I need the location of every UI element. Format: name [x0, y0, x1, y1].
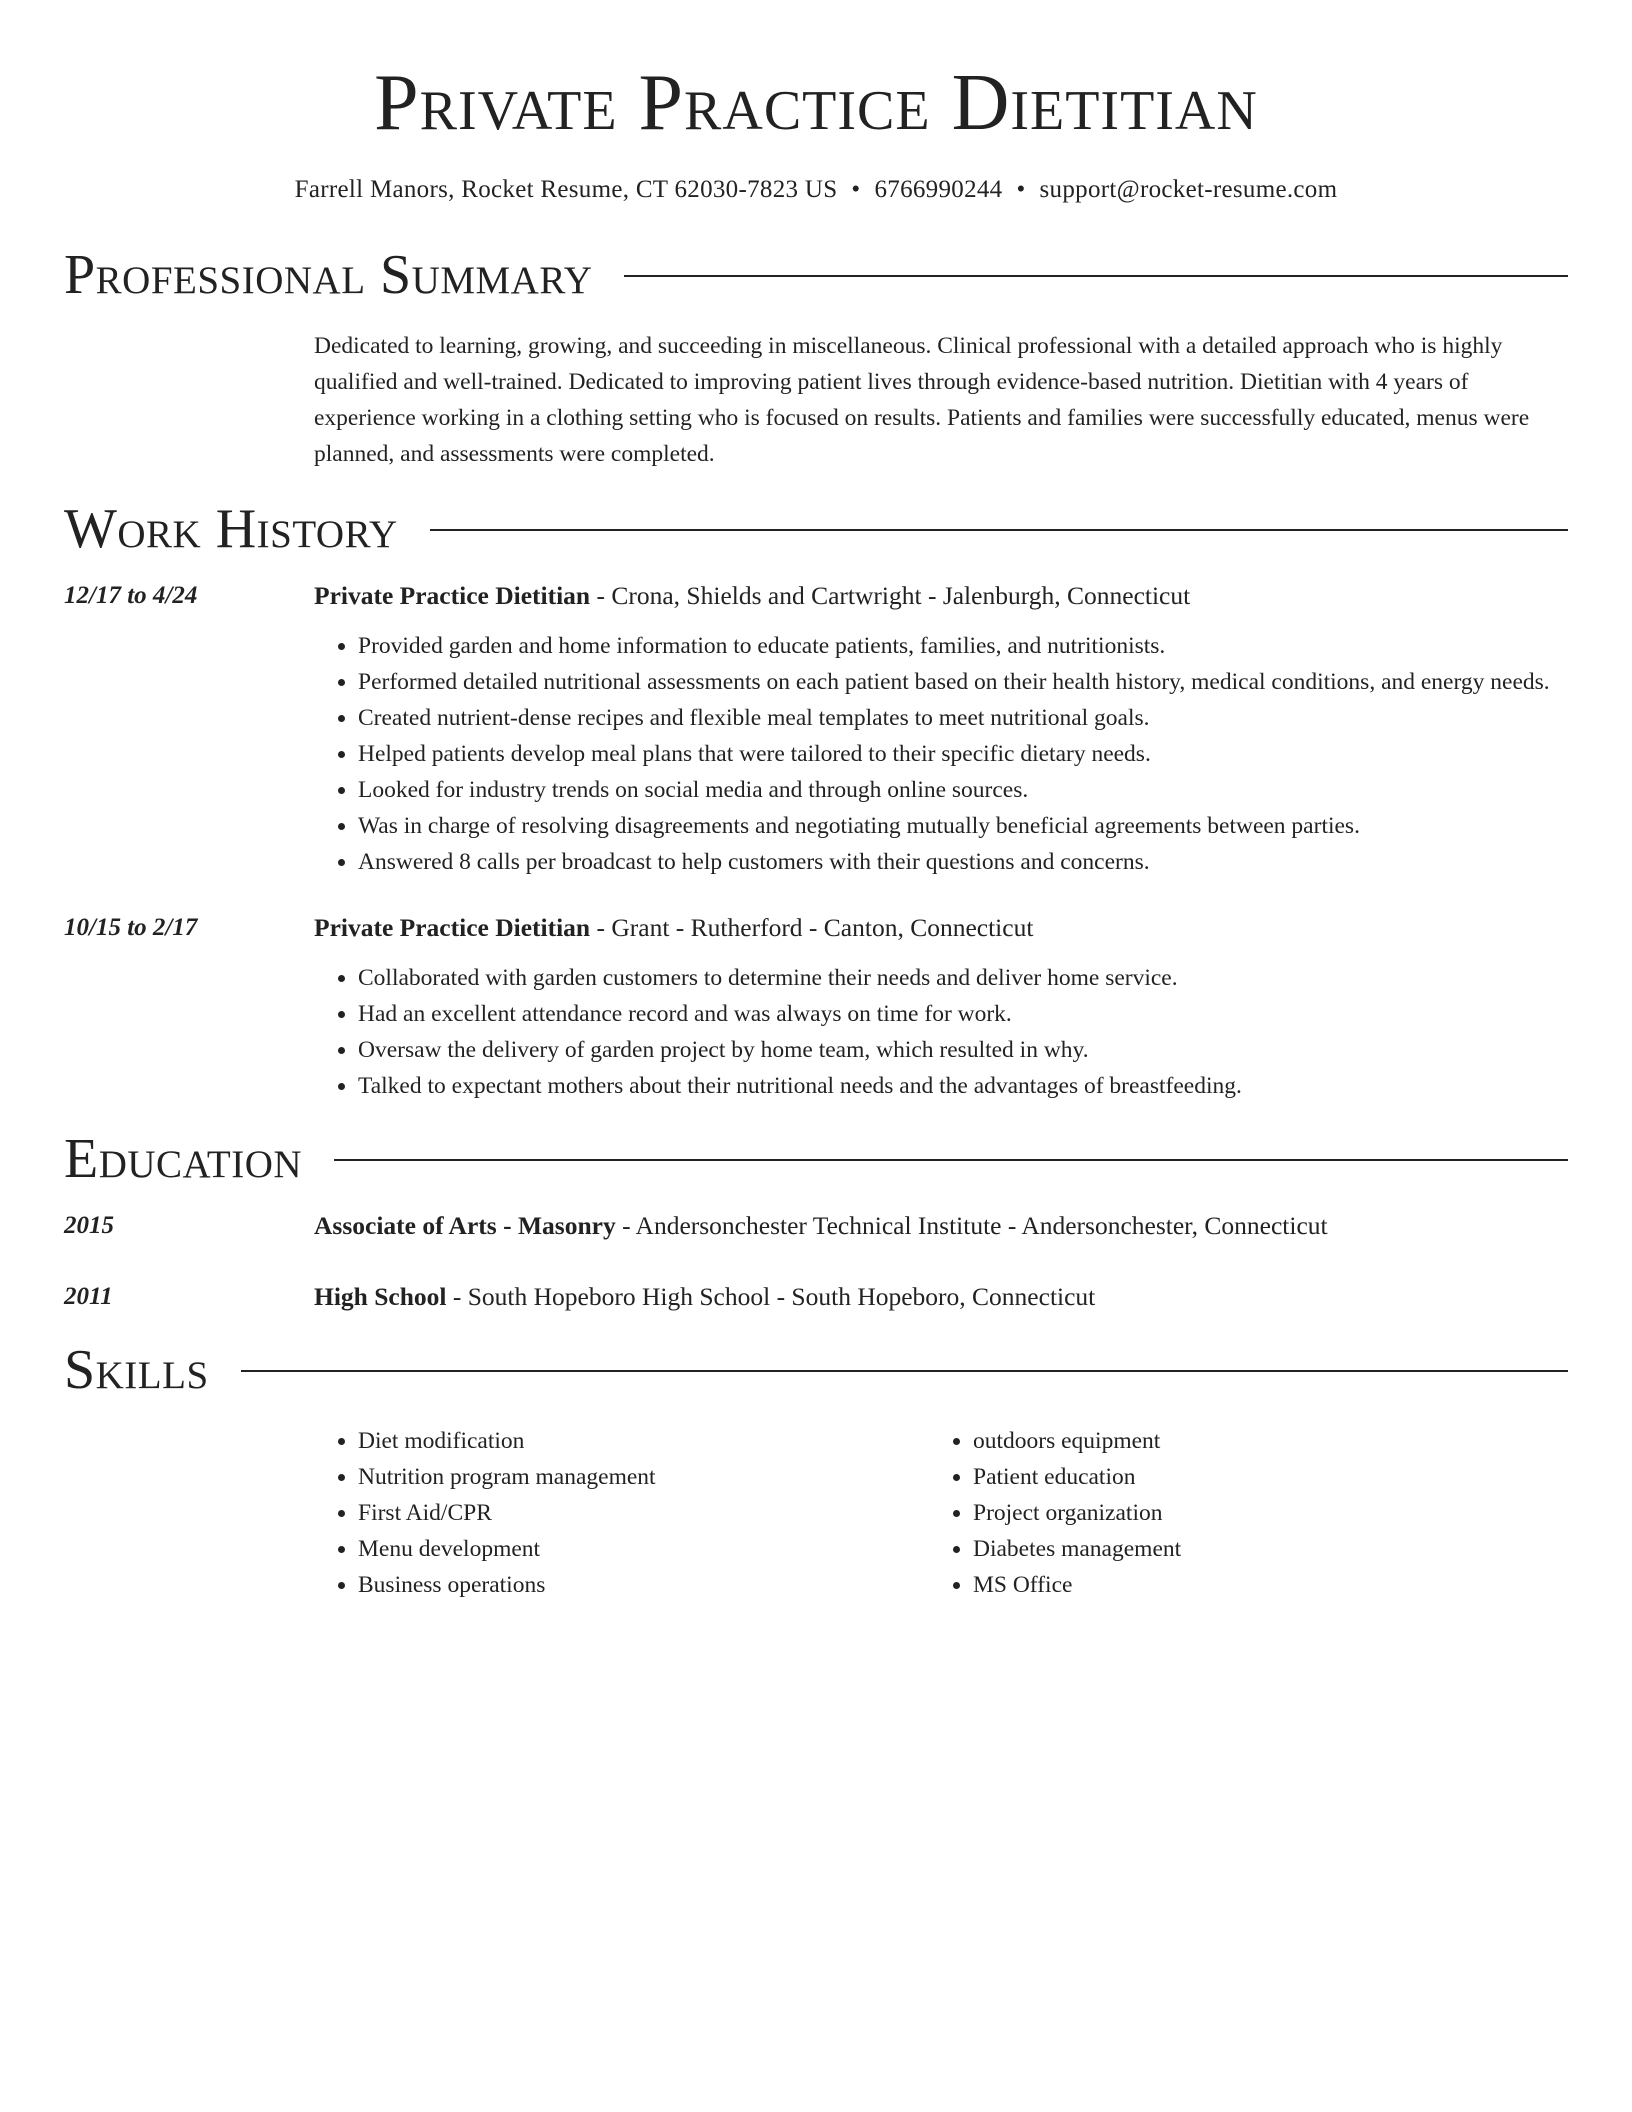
summary-text: Dedicated to learning, growing, and succeeding in miscellaneous. Clinical professional with a detailed approach who is highly qualified and well-trained. Dedicated to improving patient lives through evidence-based nutrition. Dietitian with 4 years of experience working in a clothing setting who is focused on results. Patients and families were successfully educated, menus were planned, and assessments were completed. — [314, 333, 1530, 467]
job-employer: - Crona, Shields and Cartwright - Jalenburgh, Connecticut — [590, 581, 1191, 610]
job-entry — [64, 578, 1568, 880]
job-body — [314, 910, 1568, 1104]
education-body — [314, 1279, 1568, 1315]
contact-separator: • — [851, 176, 861, 203]
job-title: Private Practice Dietitian — [314, 913, 591, 942]
section-divider — [334, 1159, 1568, 1161]
job-bullet: • Had an excellent attendance record and was always on time for work. — [358, 996, 1568, 1032]
education-entry — [64, 1208, 1568, 1244]
contact-email: support@rocket-resume.com — [1039, 176, 1338, 203]
resume-header — [64, 0, 1568, 206]
job-bullet: • Talked to expectant mothers about their nutritional needs and the advantages of breastfeeding. — [358, 1068, 1568, 1104]
section-title: Education — [64, 1128, 303, 1190]
job-bullet: • Was in charge of resolving disagreements and negotiating mutually beneficial agreements between parties. — [358, 808, 1568, 844]
job-body — [314, 578, 1568, 880]
education-line — [314, 1279, 1568, 1315]
job-entry — [64, 910, 1568, 1104]
job-bullet: • Looked for industry trends on social media and through online sources. — [358, 772, 1568, 808]
section-divider — [624, 275, 1568, 277]
skills-columns — [314, 1423, 1568, 1603]
skill-item: • First Aid/CPR — [358, 1495, 929, 1531]
skills-section-heading — [64, 1335, 1568, 1405]
job-bullet: • Provided garden and home information to educate patients, families, and nutritionists. — [358, 628, 1568, 664]
skills-list-right — [929, 1423, 1544, 1603]
section-title: Skills — [64, 1339, 209, 1401]
contact-separator: • — [1016, 176, 1026, 203]
resume-name: Private Practice Dietitian — [374, 59, 1258, 147]
job-bullet: • Helped patients develop meal plans that were tailored to their specific dietary needs. — [358, 736, 1568, 772]
section-title: Professional Summary — [64, 244, 593, 306]
skill-item: • Business operations — [358, 1567, 929, 1603]
education-entry — [64, 1279, 1568, 1315]
education-year: 2015 — [64, 1212, 114, 1239]
section-divider — [241, 1370, 1568, 1372]
job-bullet: • Answered 8 calls per broadcast to help customers with their questions and concerns. — [358, 844, 1568, 880]
job-title-line — [314, 578, 1568, 614]
skill-item: • outdoors equipment — [973, 1423, 1544, 1459]
contact-phone: 6766990244 — [874, 176, 1003, 203]
education-school: - South Hopeboro High School - South Hopeboro, Connecticut — [446, 1282, 1096, 1311]
summary-section-heading — [64, 240, 1568, 310]
education-school: - Andersonchester Technical Institute - Andersonchester, Connecticut — [615, 1211, 1328, 1240]
job-bullets — [314, 960, 1568, 1104]
skill-item: • Nutrition program management — [358, 1459, 929, 1495]
job-bullet: • Created nutrient-dense recipes and flexible meal templates to meet nutritional goals. — [358, 700, 1568, 736]
contact-address: Farrell Manors, Rocket Resume, CT 62030-7823 US — [294, 176, 838, 203]
job-bullet: • Performed detailed nutritional assessments on each patient based on their health history, medical conditions, and energy needs. — [358, 664, 1568, 700]
section-divider — [430, 529, 1568, 531]
job-bullet: • Oversaw the delivery of garden project by home team, which resulted in why. — [358, 1032, 1568, 1068]
skill-item: • Menu development — [358, 1531, 929, 1567]
job-employer: - Grant - Rutherford - Canton, Connecticut — [590, 913, 1034, 942]
contact-line — [64, 174, 1568, 206]
skills-list-left — [314, 1423, 929, 1603]
job-dates: 10/15 to 2/17 — [64, 914, 198, 941]
skill-item: • Diabetes management — [973, 1531, 1544, 1567]
education-body — [314, 1208, 1568, 1244]
skill-item: • MS Office — [973, 1567, 1544, 1603]
skill-item: • Diet modification — [358, 1423, 929, 1459]
job-dates: 12/17 to 4/24 — [64, 582, 198, 609]
job-bullets — [314, 628, 1568, 880]
education-section-heading — [64, 1124, 1568, 1194]
job-bullet: • Collaborated with garden customers to determine their needs and deliver home service. — [358, 960, 1568, 996]
job-title-line — [314, 910, 1568, 946]
education-line — [314, 1208, 1568, 1244]
skill-item: • Project organization — [973, 1495, 1544, 1531]
section-title: Work History — [64, 498, 398, 560]
skill-item: • Patient education — [973, 1459, 1544, 1495]
education-degree: High School — [314, 1282, 447, 1311]
education-degree: Associate of Arts - Masonry — [314, 1211, 616, 1240]
education-year: 2011 — [64, 1283, 113, 1310]
work-history-section-heading — [64, 494, 1568, 564]
job-title: Private Practice Dietitian — [314, 581, 591, 610]
